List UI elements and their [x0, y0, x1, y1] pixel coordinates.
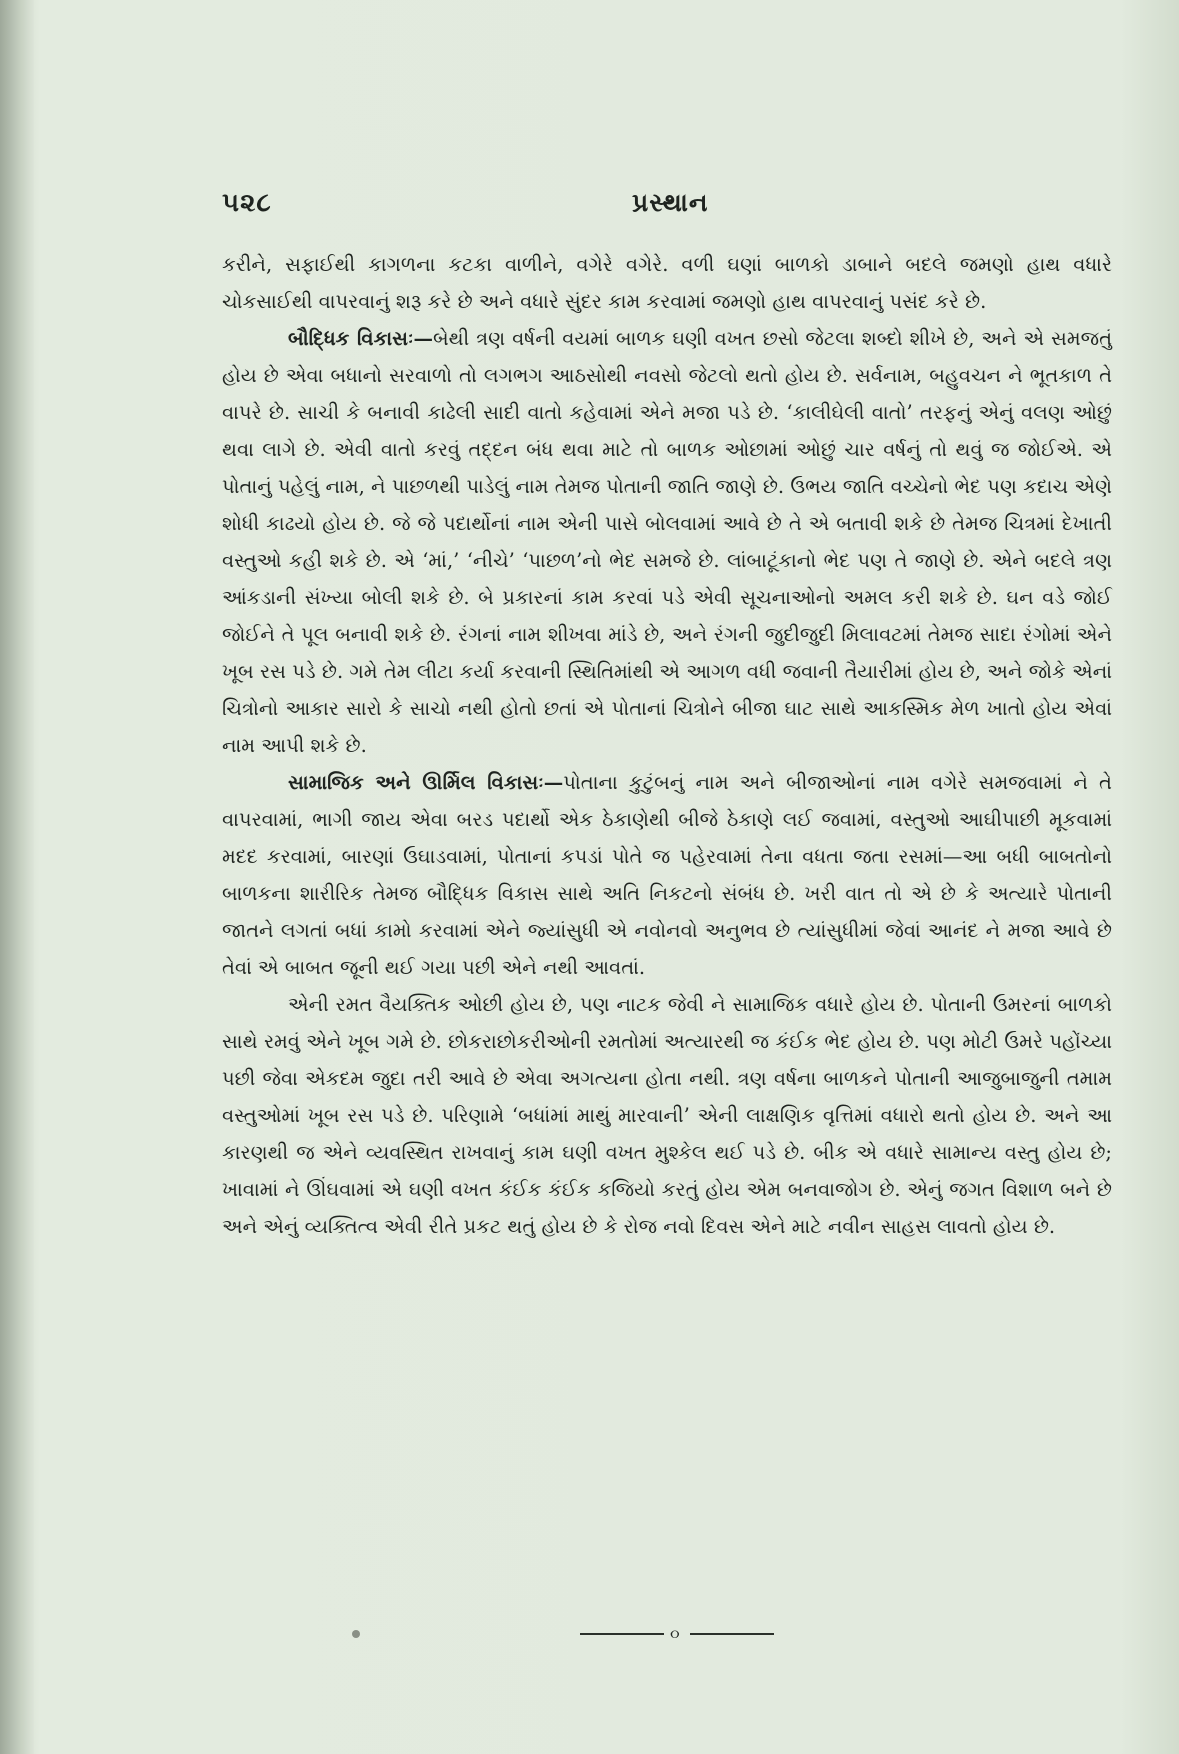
paragraph: [222, 986, 1112, 1245]
paragraph: [222, 320, 1112, 764]
paragraph-text: પોતાના કુટુંબનું નામ અને બીજાઓનાં નામ વગેરે સમજવામાં ને તે વાપરવામાં, ભાગી જાય એવા બરડ પદાર્થો એક ઠેકાણેથી બીજે ઠેકાણે લઈ જવામાં, વસ્તુઓ આઘીપાછી મૂકવામાં મદદ કરવામાં, બારણાં ઉઘાડવામાં, પોતાનાં કપડાં પોતે જ પહેરવામાં તેના વધતા જતા રસમાં—આ બધી બાબતોનો બાળકના શારીરિક તેમજ બૌદ્ધિક વિકાસ સાથે અતિ નિકટનો સંબંધ છે. ખરી વાત તો એ છે કે અત્યારે પોતાની જાતને લગતાં બધાં કામો કરવામાં એને જ્યાંસુધી એ નવોનવો અનુભવ છે ત્યાંસુધીમાં જેવાં આનંદ ને મજા આવે છે તેવાં એ બાબત જૂની થઈ ગયા પછી એને નથી આવતાં.: [222, 771, 1112, 979]
section-heading: બૌદ્ધિક વિકાસઃ—: [288, 327, 434, 350]
page-header: [222, 188, 1112, 228]
paragraph-text: બેથી ત્રણ વર્ષની વયમાં બાળક ઘણી વખત છસો જેટલા શબ્દો શીખે છે, અને એ સમજતું હોય છે એવા બધાનો સરવાળો તો લગભગ આઠસોથી નવસો જેટલો થતો હોય છે. સર્વનામ, બહુવચન ને ભૂતકાળ તે વાપરે છે. સાચી કે બનાવી કાઢેલી સાદી વાતો કહેવામાં એને મજા પડે છે. ‘કાલીઘેલી વાતો’ તરફનું એનું વલણ ઓછું થવા લાગે છે. એવી વાતો કરવું તદ્દન બંધ થવા માટે તો બાળક ઓછામાં ઓછું ચાર વર્ષનું તો થવું જ જોઈએ. એ પોતાનું પહેલું નામ, ને પાછળથી પાડેલું નામ તેમજ પોતાની જાતિ જાણે છે. ઉભય જાતિ વચ્ચેનો ભેદ પણ કદાચ એણે શોધી કાઢયો હોય છે. જે જે પદાર્થોનાં નામ એની પાસે બોલવામાં આવે છે તે એ બતાવી શકે છે તેમજ ચિત્રમાં દેખાતી વસ્તુઓ કહી શકે છે. એ ‘માં,’ ‘નીચે’ ‘પાછળ’નો ભેદ સમજે છે. લાંબાટૂંકાનો ભેદ પણ તે જાણે છે. એને બદલે ત્રણ આંકડાની સંખ્યા બોલી શકે છે. બે પ્રકારનાં કામ કરવાં પડે એવી સૂચનાઓનો અમલ કરી શકે છે. ઘન વડે જોઈ જોઈને તે પૂલ બનાવી શકે છે. રંગનાં નામ શીખવા માંડે છે, અને રંગની જુદીજુદી મિલાવટમાં તેમજ સાદા રંગોમાં એને ખૂબ રસ પડે છે. ગમે તેમ લીટા કર્યા કરવાની સ્થિતિમાંથી એ આગળ વધી જવાની તૈયારીમાં હોય છે, અને જોકે એનાં ચિત્રોનો આકાર સારો કે સાચો નથી હોતો છતાં એ પોતાનાં ચિત્રોને બીજા ઘાટ સાથે આકસ્મિક મેળ ખાતો હોય એવાં નામ આપી શકે છે.: [222, 327, 1112, 757]
ink-speck: [352, 1630, 360, 1638]
page-number: ૫૨૮: [222, 188, 272, 218]
divider-line: [580, 1633, 664, 1635]
page-body: [222, 246, 1112, 1245]
paragraph-text: કરીને, સફાઈથી કાગળના કટકા વાળીને, વગેરે વગેરે. વળી ઘણાં બાળકો ડાબાને બદલે જમણો હાથ વધારે ચોકસાઈથી વાપરવાનું શરૂ કરે છે અને વધારે સુંદર કામ કરવામાં જમણો હાથ વાપરવાનું પસંદ કરે છે.: [222, 253, 1112, 313]
running-title: પ્રસ્થાન: [632, 188, 709, 217]
paragraph: [222, 764, 1112, 986]
book-spine: [0, 0, 34, 1754]
paragraph-text: એની રમત વૈયક્તિક ઓછી હોય છે, પણ નાટક જેવી ને સામાજિક વધારે હોય છે. પોતાની ઉમરનાં બાળકો સાથે રમવું એને ખૂબ ગમે છે. છોકરાછોકરીઓની રમતોમાં અત્યારથી જ કંઈક ભેદ હોય છે. પણ મોટી ઉમરે પહોંચ્યા પછી જેવા એકદમ જુદા તરી આવે છે એવા અગત્યના હોતા નથી. ત્રણ વર્ષના બાળકને પોતાની આજુબાજુની તમામ વસ્તુઓમાં ખૂબ રસ પડે છે. પરિણામે ‘બધાંમાં માથું મારવાની’ એની લાક્ષણિક વૃત્તિમાં વધારો થતો હોય છે. અને આ કારણથી જ એને વ્યવસ્થિત રાખવાનું કામ ઘણી વખત મુશ્કેલ થઈ પડે છે. બીક એ વધારે સામાન્ય વસ્તુ હોય છે; ખાવામાં ને ઊંઘવામાં એ ઘણી વખત કંઈક કંઈક કજિયો કરતું હોય એમ બનવાજોગ છે. એનું જગત વિશાળ બને છે અને એનું વ્યક્તિત્વ એવી રીતે પ્રકટ થતું હોય છે કે રોજ નવો દિવસ એને માટે નવીન સાહસ લાવતો હોય છે.: [222, 993, 1112, 1238]
section-heading: સામાજિક અને ઊર્મિલ વિકાસઃ—: [288, 771, 564, 794]
divider-mark: ૦: [670, 1624, 680, 1643]
paragraph: [222, 246, 1112, 320]
section-divider: [580, 1626, 774, 1642]
divider-line: [690, 1633, 774, 1635]
